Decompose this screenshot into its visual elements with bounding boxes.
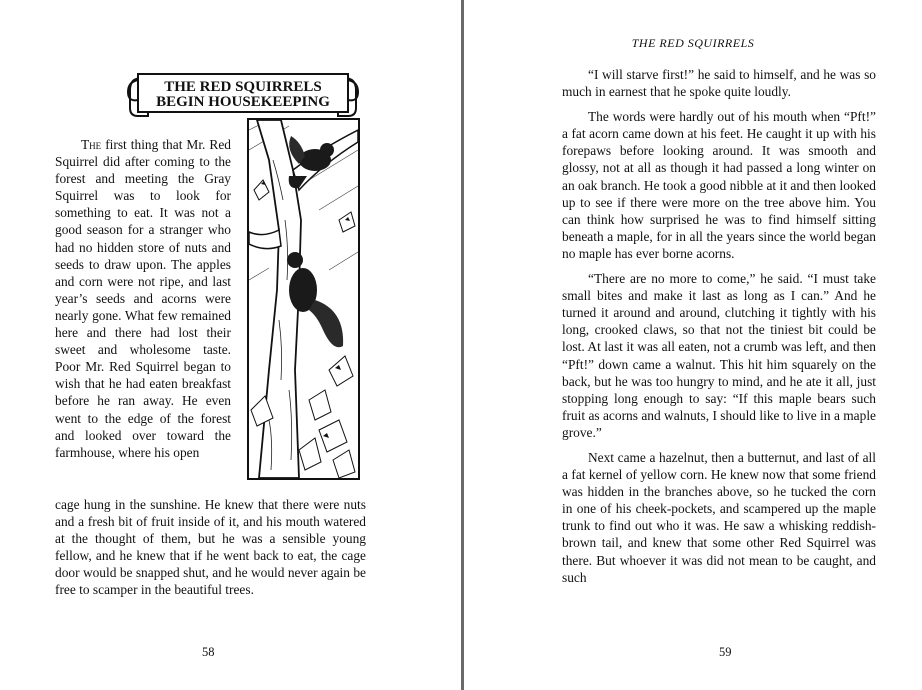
chapter-title-banner bbox=[124, 70, 362, 120]
body-text-wide bbox=[55, 496, 366, 599]
body-paragraph: “I will starve first!” he said to himself, and he was so much in earnest that he spoke quite loudly. bbox=[562, 67, 876, 100]
page-number: 59 bbox=[719, 645, 732, 659]
squirrel-illustration bbox=[247, 118, 360, 480]
chapter-title-line2: BEGIN HOUSEKEEPING bbox=[156, 94, 330, 110]
drop-lead-word: The bbox=[81, 137, 102, 152]
chapter-title-line1: THE RED SQUIRRELS bbox=[164, 79, 322, 95]
body-text-narrow bbox=[55, 136, 231, 461]
right-page bbox=[464, 0, 922, 690]
body-paragraph: “There are no more to come,” he said. “I must take small bites and make it last as long as I can.” And he turned it around and around, clutching it tightly with his long, crooked claws, so that not the tiniest bit could be lost. At last it was all eaten, not a crumb was left, and then “Pft!” down came a walnut. This hit him squarely on the back, but he was too hungry to mind, and he ate it all, just stopping long enough to say: “If this maple bears such fruit as acorns and walnuts, I should like to live in a maple grove.” bbox=[562, 271, 876, 440]
page-number: 58 bbox=[202, 645, 215, 659]
body-text bbox=[562, 66, 876, 586]
upper-squirrel-figure bbox=[289, 136, 334, 188]
body-paragraph: first thing that Mr. Red Squirrel did after coming to the forest and meeting the Gray Squirrel was to look for something to eat. It was not a good season for a stranger who had no hidden store of nuts and seeds to draw upon. The apples and corn were not ripe, and last year’s seeds and acorns were nearly gone. What few remained here and there had lost their sweet and wholesome taste. Poor Mr. Red Squirrel began to wish that he had eaten breakfast before he ran away. He even went to the edge of the forest and looked over toward the farmhouse, where his open bbox=[55, 137, 231, 460]
running-head: THE RED SQUIRRELS bbox=[631, 36, 755, 50]
body-paragraph: Next came a hazelnut, then a butternut, and last of all a fat kernel of yellow corn. He knew now that some friend was hidden in the branches above, so he tucked the corn in one of his cheek-pockets, and scampered up the maple trunk to find out who it was. He saw a whisking reddish-brown tail, and knew that some other Red Squirrel was there. But whoever it was did not mean to be caught, and such bbox=[562, 449, 876, 585]
body-paragraph: The words were hardly out of his mouth when “Pft!” a fat acorn came down at his feet. He caught it up with his forepaws before looking around. It was smooth and glossy, not at all as though it had passed a long winter on an oak branch. He took a good nibble at it and then looked up to see if there were more on the tree above him. You can think how surprised he was to find himself sitting beneath a maple, for in all the years since the world began no maple has ever borne acorns. bbox=[562, 109, 876, 261]
body-paragraph: cage hung in the sunshine. He knew that there were nuts and a fresh bit of fruit inside of it, and his mouth watered at the thought of them, but he was a sensible young fellow, and he knew that if he went back to eat, the cage door would be snapped shut, and he would never again be free to scamper in the beautiful trees. bbox=[55, 497, 366, 598]
